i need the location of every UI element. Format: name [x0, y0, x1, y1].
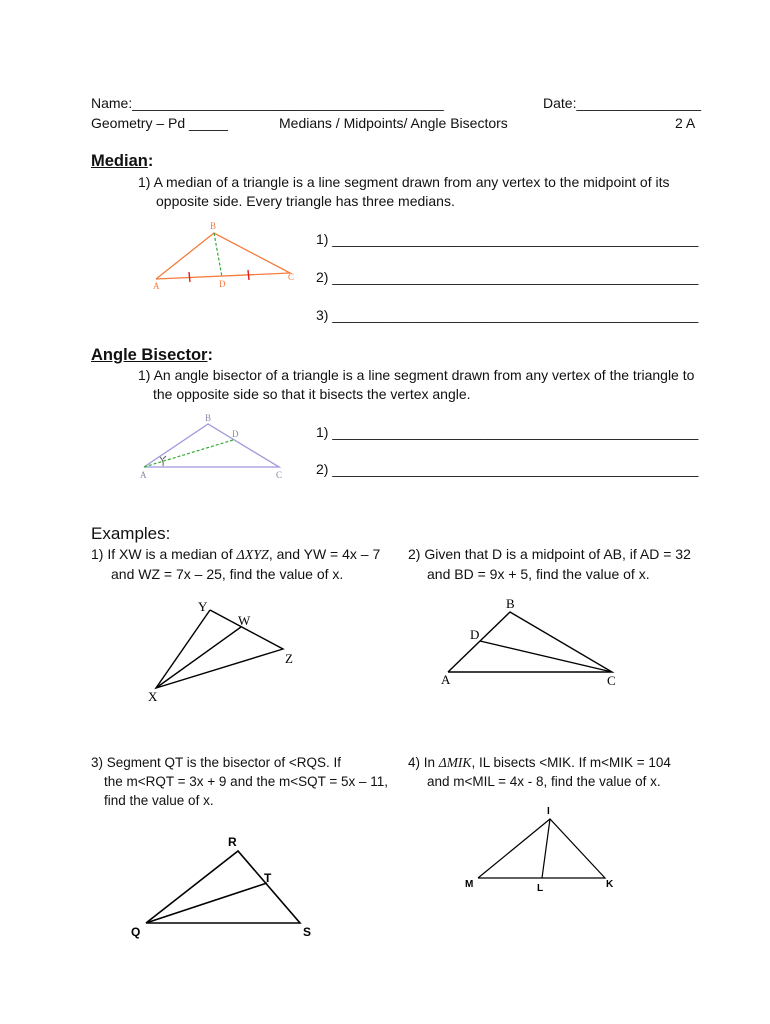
example-4-line2: and m<MIL = 4x - 8, find the value of x.	[427, 774, 661, 789]
example-4-triangle-mik	[460, 800, 640, 895]
label-y: Y	[198, 599, 208, 614]
bisector-il	[542, 819, 550, 878]
label-m: M	[465, 879, 474, 890]
label-c: C	[607, 673, 616, 688]
triangle-mik	[478, 819, 605, 878]
label-x: X	[148, 689, 158, 704]
median-triangle	[156, 233, 290, 279]
median-blank-2[interactable]: 2) _______________________________________________	[316, 269, 699, 285]
bisector-qt	[146, 883, 267, 923]
example-3-triangle-qrs	[128, 833, 328, 943]
triangle-qrs	[146, 851, 300, 923]
bisector-segment	[144, 440, 233, 467]
example-1-line2: and WZ = 7x – 25, find the value of x.	[111, 566, 344, 582]
angle-bisector-diagram	[136, 412, 296, 482]
median-definition-line1: 1) A median of a triangle is a line segment drawn from any vertex to the midpoint of its	[138, 174, 670, 190]
angle-bisector-blank-2[interactable]: 2) _______________________________________________	[316, 461, 699, 477]
worksheet-topic: Medians / Midpoints/ Angle Bisectors	[279, 115, 508, 131]
example-1-line1: 1) If XW is a median of ΔXYZ, and YW = 4x – 7	[91, 546, 381, 563]
triangle-abc	[448, 612, 612, 672]
median-definition-line2: opposite side. Every triangle has three medians.	[156, 193, 455, 209]
bisector-label-b: B	[205, 413, 212, 423]
label-t: T	[264, 871, 272, 885]
label-k: K	[606, 879, 614, 890]
example-2-line1: 2) Given that D is a midpoint of AB, if AD = 32	[408, 546, 691, 562]
example-3-line3: find the value of x.	[104, 793, 214, 808]
median-xw	[156, 627, 241, 688]
label-z: Z	[285, 651, 293, 666]
bisector-label-d: D	[232, 429, 239, 439]
bisector-label-a: A	[140, 470, 147, 480]
example-2-line2: and BD = 9x + 5, find the value of x.	[427, 566, 650, 582]
label-i: I	[547, 806, 550, 817]
segment-cd	[480, 641, 612, 672]
label-b: B	[506, 596, 515, 611]
example-1-triangle-xyz	[140, 598, 310, 708]
label-q: Q	[131, 925, 141, 939]
median-label-c: C	[288, 272, 295, 282]
label-l: L	[537, 883, 544, 894]
label-r: R	[228, 835, 237, 849]
angle-bisector-definition-line1: 1) An angle bisector of a triangle is a line segment drawn from any vertex of the triangle to	[138, 367, 695, 383]
label-a: A	[441, 672, 451, 687]
class-period-field[interactable]: Geometry – Pd _____	[91, 115, 228, 131]
worksheet-code: 2 A	[675, 115, 696, 131]
bisector-label-c: C	[276, 470, 283, 480]
label-s: S	[303, 925, 312, 939]
median-blank-3[interactable]: 3) _______________________________________________	[316, 307, 699, 323]
label-w: W	[238, 613, 251, 628]
triangle-xyz	[156, 610, 283, 688]
angle-bisector-blank-1[interactable]: 1) _______________________________________________	[316, 424, 699, 440]
example-3-line1: 3) Segment QT is the bisector of <RQS. If	[91, 755, 341, 770]
angle-bisector-heading: Angle Bisector:	[91, 346, 213, 364]
angle-arc-mark-2	[163, 456, 166, 459]
median-label-a: A	[153, 281, 160, 291]
example-3-line2: the m<RQT = 3x + 9 and the m<SQT = 5x – 11,	[104, 774, 389, 789]
label-d: D	[470, 627, 480, 642]
name-field[interactable]: Name:________________________________________	[91, 95, 444, 111]
median-diagram	[148, 220, 308, 292]
example-2-triangle-abc	[436, 594, 636, 689]
median-label-b: B	[210, 221, 217, 231]
tick-mark-right	[248, 270, 249, 280]
date-field[interactable]: Date:________________	[543, 95, 702, 111]
angle-bisector-definition-line2: the opposite side so that it bisects the vertex angle.	[153, 386, 471, 402]
median-label-d: D	[219, 279, 226, 289]
examples-heading: Examples:	[91, 524, 171, 543]
tick-mark-left	[189, 272, 190, 282]
median-segment	[214, 233, 222, 277]
example-4-line1: 4) In ΔMIK, IL bisects <MIK. If m<MIK = 104	[408, 755, 671, 770]
median-blank-1[interactable]: 1) _______________________________________________	[316, 231, 699, 247]
median-heading: Median:	[91, 152, 154, 170]
